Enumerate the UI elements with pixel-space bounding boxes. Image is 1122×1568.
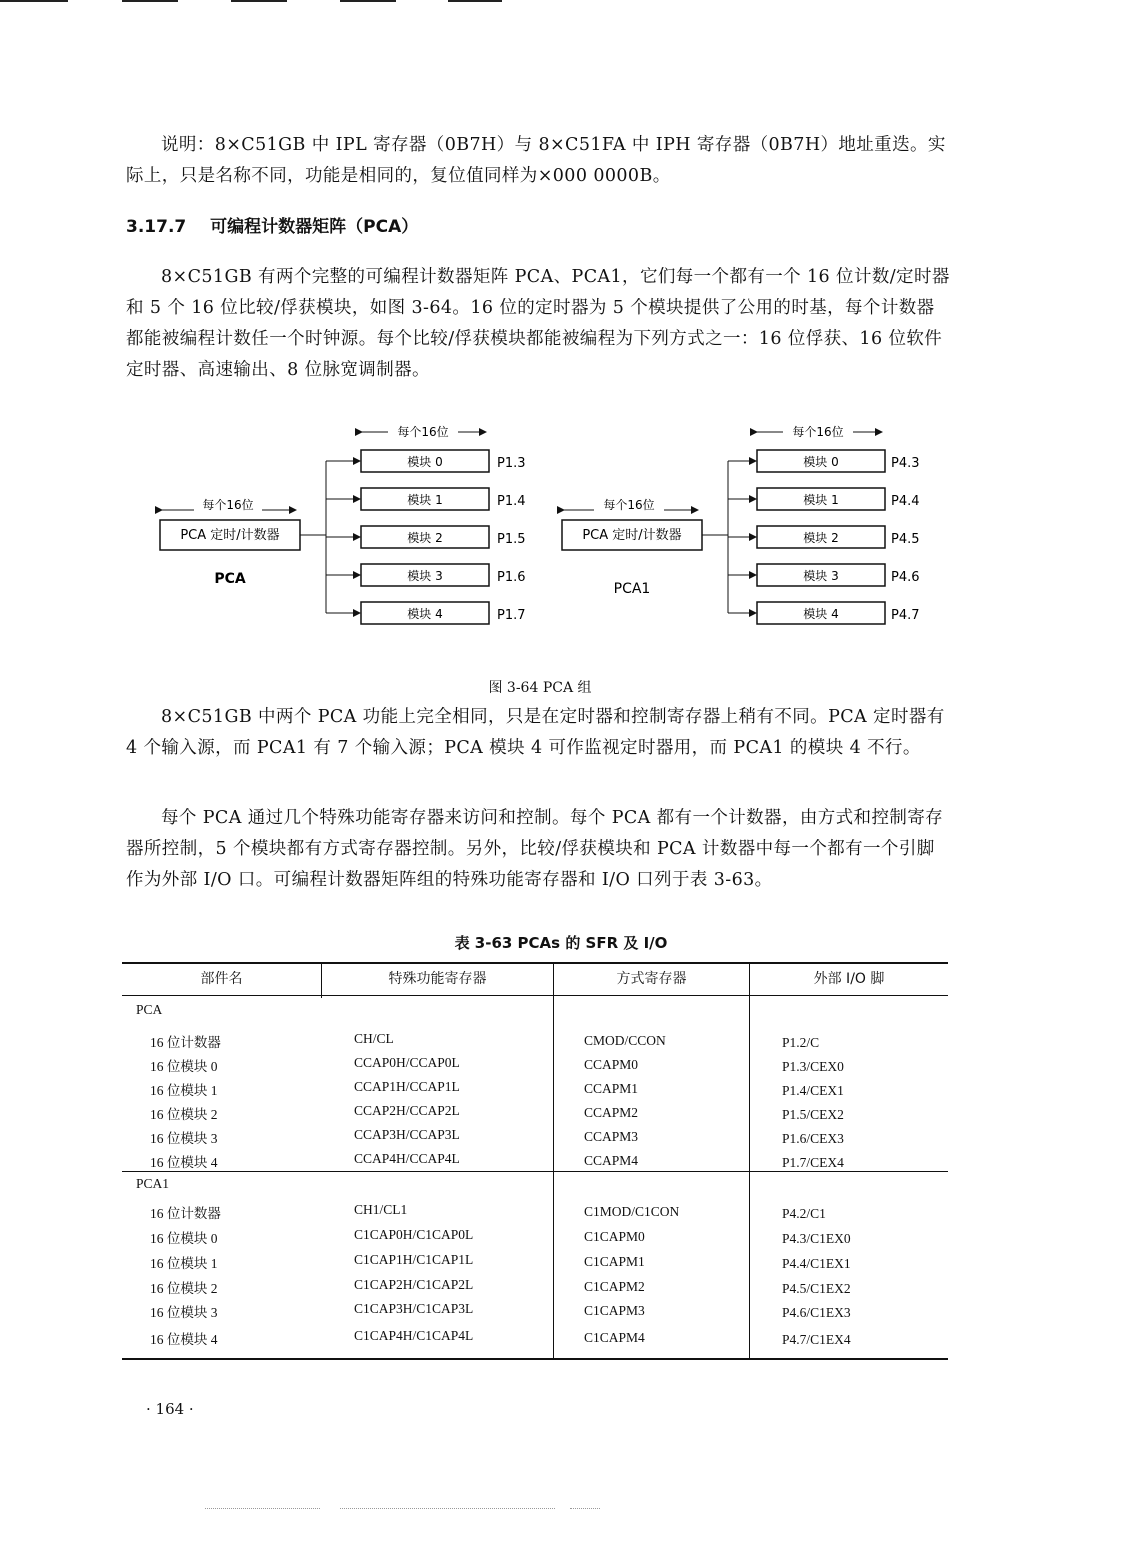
- cell-part: 16 位模块 2: [150, 1281, 218, 1296]
- table-top-rule: [122, 962, 948, 964]
- cell-io: P4.3/C1EX0: [782, 1231, 851, 1246]
- cell-part: 16 位模块 4: [150, 1155, 218, 1170]
- section-heading: [126, 212, 418, 237]
- pca-module-3: [326, 564, 526, 586]
- cell-sfr: CCAP1H/CCAP1L: [354, 1079, 460, 1094]
- pca-module-1: [326, 488, 526, 510]
- counter-width-label: 每个16位: [202, 498, 254, 512]
- cell-part: 16 位模块 1: [150, 1256, 218, 1271]
- section-number: 3.17.7: [126, 217, 187, 237]
- table-header-sfr: 特殊功能寄存器: [388, 971, 487, 987]
- pca-group-name: PCA: [214, 571, 246, 587]
- module-pin: P4.7: [891, 608, 920, 623]
- pca-module-2: [326, 526, 526, 548]
- table-caption: 表 3-63 PCAs 的 SFR 及 I/O: [454, 934, 668, 952]
- cell-sfr: CH/CL: [354, 1031, 394, 1046]
- cell-part: 16 位计数器: [150, 1035, 221, 1050]
- pca1-module-4: [728, 602, 920, 624]
- module-label: 模块 3: [803, 569, 839, 583]
- module-label: 模块 0: [803, 455, 839, 469]
- cell-mode: CCAPM3: [584, 1129, 639, 1144]
- module-pin: P1.4: [497, 494, 526, 509]
- top-rule: [340, 0, 396, 2]
- module-label: 模块 4: [803, 607, 839, 621]
- cell-part: 16 位模块 0: [150, 1231, 218, 1246]
- cell-io: P1.2/C: [782, 1035, 820, 1050]
- intro-note-text: 说明：8×C51GB 中 IPL 寄存器（0B7H）与 8×C51FA 中 IPH 寄存器（0B7H）地址重迭。实际上，只是名称不同，功能是相同的，复位值同样为×000 0000B。: [126, 135, 946, 186]
- cell-sfr: C1CAP4H/C1CAP4L: [354, 1328, 474, 1343]
- cell-sfr: CCAP2H/CCAP2L: [354, 1103, 460, 1118]
- table-col-divider: [749, 962, 750, 1358]
- cell-part: 16 位模块 3: [150, 1131, 218, 1146]
- top-rule: [0, 0, 68, 2]
- cell-part: 16 位模块 1: [150, 1083, 218, 1098]
- cell-sfr: C1CAP2H/C1CAP2L: [354, 1277, 474, 1292]
- module-label: 模块 0: [407, 455, 443, 469]
- paragraph-1: [126, 262, 952, 386]
- cell-mode: C1CAPM2: [584, 1279, 645, 1294]
- module-pin: P4.3: [891, 456, 920, 471]
- pca1-counter-label: PCA 定时/计数器: [582, 528, 682, 543]
- cell-sfr: CCAP4H/CCAP4L: [354, 1151, 460, 1166]
- cell-io: P1.6/CEX3: [782, 1131, 844, 1146]
- paragraph-1-text: 8×C51GB 有两个完整的可编程计数器矩阵 PCA、PCA1，它们每一个都有一个 16 位计数/定时器和 5 个 16 位比较/俘获模块，如图 3-64。16 位的定时器为 5 个模块提供了公用的时基，每个计数器都能被编程计数任一个时钟源。每个比较/俘获模块都能被编程为下列方式之一：16 位俘获、16 位软件定时器、高速输出、8 位脉宽调制器。: [126, 267, 950, 380]
- cell-mode: C1CAPM3: [584, 1303, 645, 1318]
- module-pin: P4.6: [891, 570, 920, 585]
- cell-io: P4.6/C1EX3: [782, 1305, 851, 1320]
- cell-mode: C1MOD/C1CON: [584, 1204, 680, 1219]
- paragraph-2: [126, 702, 952, 764]
- cell-sfr: C1CAP0H/C1CAP0L: [354, 1227, 474, 1242]
- pca-module-0: [326, 450, 526, 472]
- pca1-group-name: PCA1: [613, 581, 651, 597]
- table-group-pca: PCA: [136, 1002, 163, 1017]
- section-title: 可编程计数器矩阵（PCA）: [210, 217, 419, 237]
- counter-width-label: 每个16位: [603, 498, 655, 512]
- table-header-part: 部件名: [200, 971, 243, 987]
- table-header-mode: 方式寄存器: [616, 971, 687, 987]
- top-rule: [122, 0, 178, 2]
- intro-note: [126, 130, 952, 192]
- paragraph-3-text: 每个 PCA 通过几个特殊功能寄存器来访问和控制。每个 PCA 都有一个计数器，由方式和控制寄存器所控制，5 个模块都有方式寄存器控制。另外，比较/俘获模块和 PCA 计数器中每一个都有一个引脚作为外部 I/O 口。可编程计数器矩阵组的特殊功能寄存器和 I/O 口列于表 3-63。: [126, 808, 944, 890]
- module-pin: P1.7: [497, 608, 526, 623]
- module-pin: P1.6: [497, 570, 526, 585]
- module-pin: P1.3: [497, 456, 526, 471]
- paragraph-2-text: 8×C51GB 中两个 PCA 功能上完全相同，只是在定时器和控制寄存器上稍有不同。PCA 定时器有 4 个输入源，而 PCA1 有 7 个输入源；PCA 模块 4 可作监视定时器用，而 PCA1 的模块 4 不行。: [126, 707, 945, 758]
- pca-counter-label: PCA 定时/计数器: [180, 528, 280, 543]
- counter-width-note: [564, 497, 698, 512]
- paragraph-3: [126, 803, 952, 896]
- cell-mode: CCAPM4: [584, 1153, 639, 1168]
- module-pin: P4.5: [891, 532, 920, 547]
- bottom-scan-dots: [570, 1508, 600, 1510]
- cell-io: P4.2/C1: [782, 1206, 826, 1221]
- cell-io: P1.7/CEX4: [782, 1155, 844, 1170]
- cell-sfr: C1CAP1H/C1CAP1L: [354, 1252, 474, 1267]
- top-rule: [231, 0, 287, 2]
- modules-width-note: [757, 424, 882, 439]
- module-pin: P1.5: [497, 532, 526, 547]
- figure-caption: 图 3-64 PCA 组: [488, 680, 592, 696]
- cell-sfr: CCAP3H/CCAP3L: [354, 1127, 460, 1142]
- cell-io: P1.3/CEX0: [782, 1059, 844, 1074]
- cell-part: 16 位计数器: [150, 1206, 221, 1221]
- cell-mode: C1CAPM4: [584, 1330, 645, 1345]
- sfr-table: [122, 962, 948, 1362]
- module-label: 模块 1: [407, 493, 443, 507]
- cell-sfr: CCAP0H/CCAP0L: [354, 1055, 460, 1070]
- cell-part: 16 位模块 4: [150, 1332, 218, 1347]
- cell-io: P1.5/CEX2: [782, 1107, 844, 1122]
- pca1-module-1: [728, 488, 920, 510]
- cell-part: 16 位模块 3: [150, 1305, 218, 1320]
- cell-sfr: C1CAP3H/C1CAP3L: [354, 1301, 474, 1316]
- top-rule: [448, 0, 502, 2]
- cell-mode: CCAPM2: [584, 1105, 639, 1120]
- cell-part: 16 位模块 2: [150, 1107, 218, 1122]
- table-group-pca1: PCA1: [136, 1176, 170, 1191]
- pca-module-4: [326, 602, 526, 624]
- cell-part: 16 位模块 0: [150, 1059, 218, 1074]
- modules-width-label: 每个16位: [792, 425, 844, 439]
- page-number: · 164 ·: [146, 1400, 194, 1418]
- pca1-module-2: [728, 526, 920, 548]
- cell-mode: C1CAPM0: [584, 1229, 645, 1244]
- cell-mode: CCAPM0: [584, 1057, 639, 1072]
- counter-width-note: [162, 497, 296, 512]
- cell-io: P4.4/C1EX1: [782, 1256, 851, 1271]
- pca-figure: [0, 415, 1122, 655]
- module-label: 模块 2: [803, 531, 839, 545]
- module-label: 模块 4: [407, 607, 443, 621]
- module-label: 模块 3: [407, 569, 443, 583]
- module-label: 模块 1: [803, 493, 839, 507]
- cell-io: P1.4/CEX1: [782, 1083, 844, 1098]
- table-header-rule: [122, 995, 948, 996]
- table-header-io: 外部 I/O 脚: [813, 971, 885, 987]
- bottom-scan-dots: [340, 1508, 555, 1510]
- pca1-module-3: [728, 564, 920, 586]
- cell-io: P4.7/C1EX4: [782, 1332, 851, 1347]
- modules-width-note: [362, 424, 486, 439]
- table-col-divider: [553, 962, 554, 1358]
- module-label: 模块 2: [407, 531, 443, 545]
- bottom-scan-dots: [205, 1508, 320, 1510]
- cell-mode: CMOD/CCON: [584, 1033, 666, 1048]
- pca1-group: [562, 424, 920, 624]
- cell-mode: CCAPM1: [584, 1081, 639, 1096]
- cell-io: P4.5/C1EX2: [782, 1281, 851, 1296]
- modules-width-label: 每个16位: [397, 425, 449, 439]
- pca-group: [160, 424, 526, 624]
- cell-sfr: CH1/CL1: [354, 1202, 408, 1217]
- module-pin: P4.4: [891, 494, 920, 509]
- table-bottom-rule: [122, 1358, 948, 1360]
- pca1-module-0: [728, 450, 920, 472]
- table-group-rule: [122, 1171, 948, 1172]
- cell-mode: C1CAPM1: [584, 1254, 645, 1269]
